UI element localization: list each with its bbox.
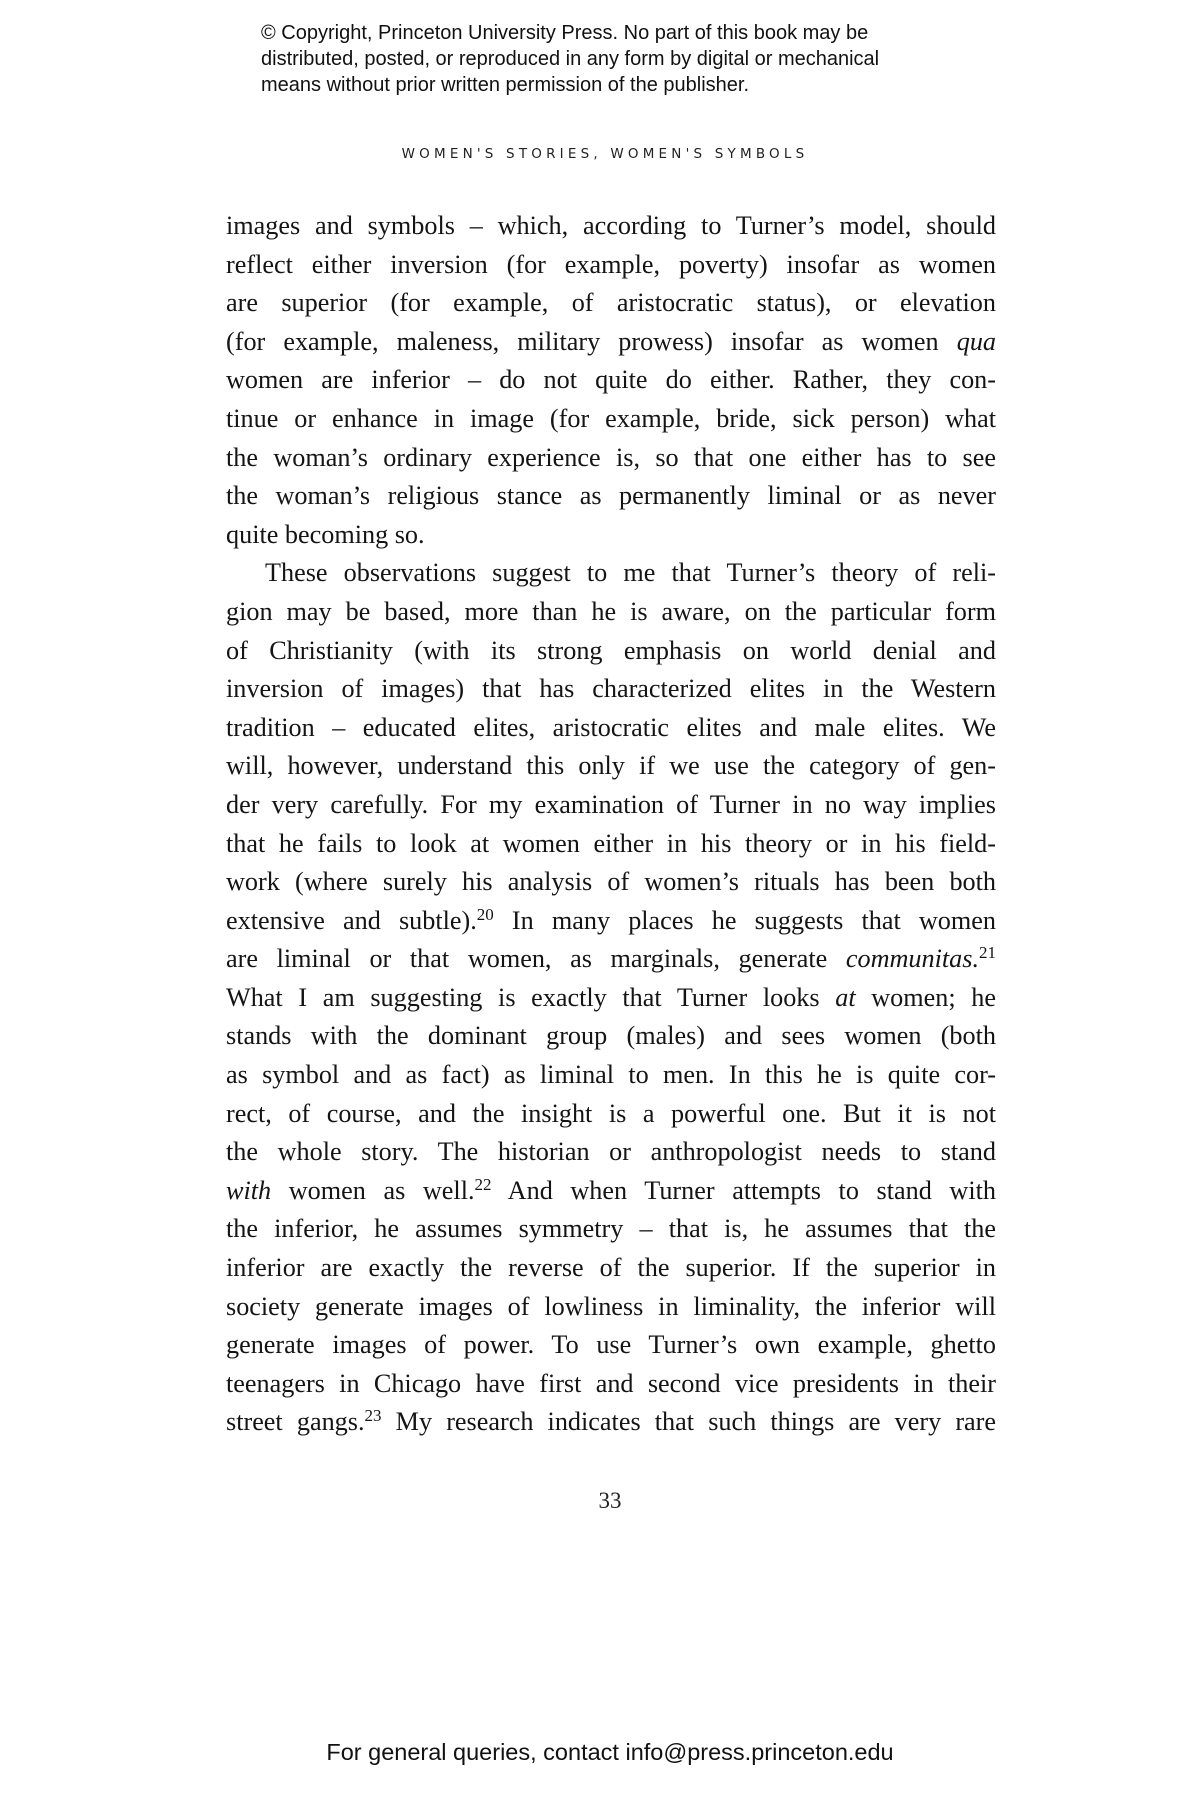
text-line <box>226 940 996 979</box>
text-run: street gangs. <box>226 1407 365 1437</box>
copyright-line: means without prior written permission of the publisher. <box>261 74 750 96</box>
text-line: that he fails to look at women either in his theory or in his field- <box>226 828 996 858</box>
copyright-line: © Copyright, Princeton University Press. No part of this book may be <box>261 22 869 44</box>
footnote-ref: 22 <box>474 1174 492 1194</box>
text-line: the inferior, he assumes symmetry – that is, he assumes that the <box>226 1214 996 1244</box>
text-run: (for example, maleness, military prowess) insofar as women <box>226 326 957 356</box>
text-line: tradition – educated elites, aristocratic elites and male elites. We <box>226 712 996 742</box>
text-line: reflect either inversion (for example, poverty) insofar as women <box>226 249 996 279</box>
text-line: as symbol and as fact) as liminal to men. In this he is quite cor- <box>226 1060 996 1090</box>
text-line: images and symbols – which, according to Turner’s model, should <box>226 211 996 240</box>
text-line: society generate images of lowliness in liminality, the inferior will <box>226 1291 996 1321</box>
footnote-ref: 21 <box>979 943 996 963</box>
text-run: My research indicates that such things are very rare <box>381 1407 997 1437</box>
text-line: inferior are exactly the reverse of the superior. If the superior in <box>226 1253 996 1283</box>
text-run: What I am suggesting is exactly that Turner looks <box>226 982 836 1012</box>
text-line: the woman’s religious stance as permanently liminal or as never <box>226 481 996 511</box>
copyright-line: distributed, posted, or reproduced in any form by digital or mechanical <box>261 48 880 70</box>
footnote-ref: 20 <box>476 904 494 924</box>
text-line <box>226 1403 996 1442</box>
italic-term: qua <box>956 326 996 356</box>
text-line: work (where surely his analysis of women’s rituals has been both <box>226 867 996 897</box>
text-run: And when Turner attempts to stand with <box>491 1175 996 1205</box>
text-line <box>226 979 996 1018</box>
text-run: In many places he suggests that women <box>493 905 996 935</box>
text-run: women; he <box>855 982 996 1012</box>
text-line: stands with the dominant group (males) and sees women (both <box>226 1021 996 1051</box>
text-line: generate images of power. To use Turner’s own example, ghetto <box>226 1330 996 1360</box>
text-run: are liminal or that women, as marginals, generate <box>226 944 846 974</box>
footer-contact: For general queries, contact info@press.princeton.edu <box>326 1739 894 1765</box>
text-line: gion may be based, more than he is aware, on the particular form <box>226 596 996 626</box>
text-line: rect, of course, and the insight is a powerful one. But it is not <box>226 1098 996 1128</box>
text-line: of Christianity (with its strong emphasis on world denial and <box>226 635 996 665</box>
text-line <box>226 1172 996 1211</box>
text-line: inversion of images) that has characterized elites in the Western <box>226 674 996 704</box>
page-number: 33 <box>598 1488 622 1513</box>
italic-term: communitas. <box>845 944 979 974</box>
footnote-ref: 23 <box>364 1406 382 1426</box>
text-line <box>226 902 996 941</box>
text-run: women as well. <box>271 1175 475 1205</box>
body-text <box>226 207 996 1442</box>
text-line: the woman’s ordinary experience is, so that one either has to see <box>226 442 996 472</box>
text-line: the whole story. The historian or anthropologist needs to stand <box>226 1137 996 1167</box>
running-head: WOMEN'S STORIES, WOMEN'S SYMBOLS <box>401 146 809 162</box>
text-run: extensive and subtle). <box>226 905 477 935</box>
text-line: will, however, understand this only if we use the category of gen- <box>226 751 996 781</box>
text-line: tinue or enhance in image (for example, bride, sick person) what <box>226 403 996 433</box>
text-line: quite becoming so. <box>226 519 425 549</box>
italic-term: with <box>226 1175 272 1205</box>
text-line <box>226 323 996 362</box>
text-line: teenagers in Chicago have first and second vice presidents in their <box>226 1368 996 1398</box>
copyright-notice <box>261 20 1021 98</box>
italic-term: at <box>835 982 856 1012</box>
text-line: These observations suggest to me that Turner’s theory of reli- <box>265 558 996 588</box>
text-line: women are inferior – do not quite do either. Rather, they con- <box>226 365 996 395</box>
text-line: are superior (for example, of aristocratic status), or elevation <box>226 288 996 318</box>
text-line: der very carefully. For my examination of Turner in no way implies <box>226 789 996 819</box>
